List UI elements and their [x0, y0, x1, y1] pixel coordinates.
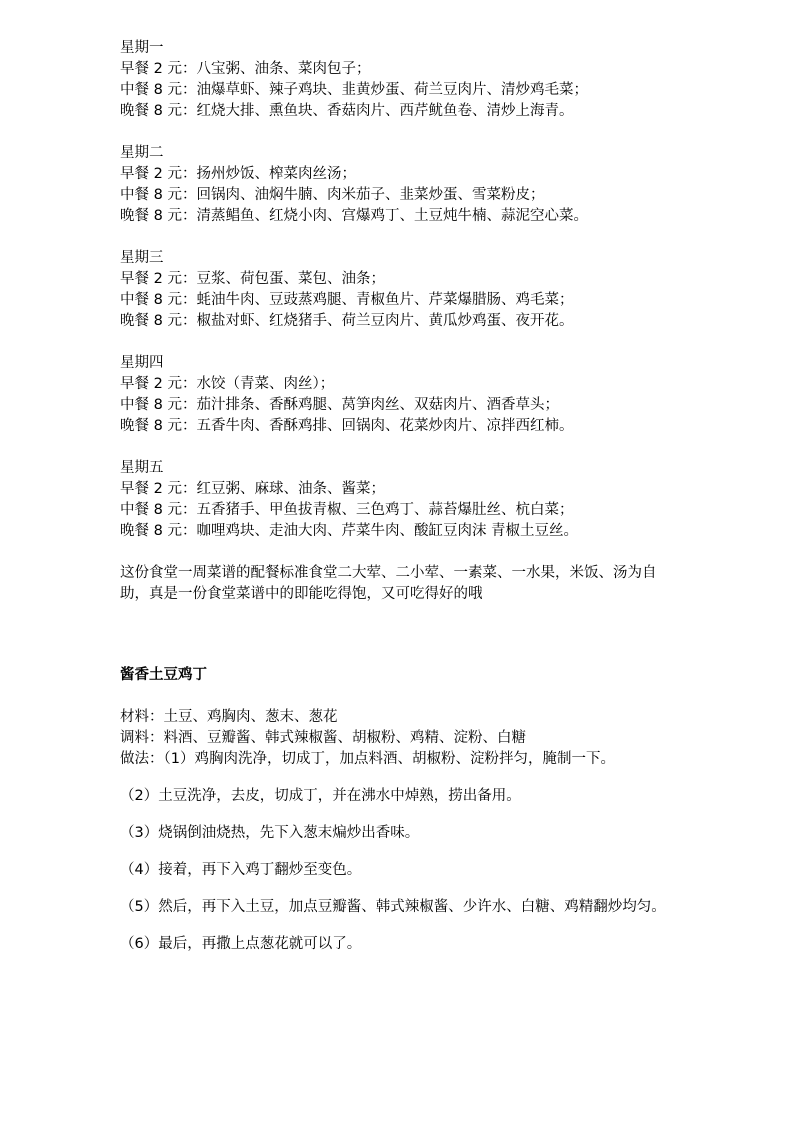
dinner-line: 晚餐 8 元：五香牛肉、香酥鸡排、回锅肉、花菜炒肉片、凉拌西红柿。	[120, 418, 574, 434]
dinner-line: 晚餐 8 元：咖哩鸡块、走油大肉、芹菜牛肉、酸缸豆肉沫 青椒土豆丝。	[120, 523, 579, 539]
day-block-tuesday	[120, 143, 680, 227]
lunch-line: 中餐 8 元：蚝油牛肉、豆豉蒸鸡腿、青椒鱼片、芹菜爆腊肠、鸡毛菜；	[120, 292, 574, 308]
dinner-line: 晚餐 8 元：椒盐对虾、红烧猪手、荷兰豆肉片、黄瓜炒鸡蛋、夜开花。	[120, 313, 574, 329]
recipe-ingredients: 材料：土豆、鸡胸肉、葱末、葱花	[120, 709, 338, 725]
recipe-seasonings: 调料：料酒、豆瓣酱、韩式辣椒酱、胡椒粉、鸡精、淀粉、白糖	[120, 730, 526, 746]
recipe-step: （5）然后，再下入土豆，加点豆瓣酱、韩式辣椒酱、少许水、白糖、鸡精翻炒均匀。	[120, 899, 666, 915]
breakfast-line: 早餐 2 元：水饺（青菜、肉丝）；	[120, 376, 335, 392]
dinner-line: 晚餐 8 元：清蒸鲳鱼、红烧小肉、宫爆鸡丁、土豆炖牛楠、蒜泥空心菜。	[120, 208, 588, 224]
recipe-step: （3）烧锅倒油烧热，先下入葱末煸炒出香味。	[120, 825, 420, 841]
recipe-title: 酱香土豆鸡丁	[120, 667, 207, 683]
day-heading: 星期二	[120, 145, 164, 161]
breakfast-line: 早餐 2 元：红豆粥、麻球、油条、酱菜；	[120, 481, 385, 497]
lunch-line: 中餐 8 元：油爆草虾、辣子鸡块、韭黄炒蛋、荷兰豆肉片、清炒鸡毛菜；	[120, 82, 588, 98]
lunch-line: 中餐 8 元：茄汁排条、香酥鸡腿、莴笋肉丝、双菇肉片、酒香草头；	[120, 397, 559, 413]
document-page	[120, 38, 680, 971]
day-heading: 星期三	[120, 250, 164, 266]
recipe-step: （4）接着，再下入鸡丁翻炒至变色。	[120, 862, 362, 878]
day-heading: 星期四	[120, 355, 164, 371]
lunch-line: 中餐 8 元：五香猪手、甲鱼拔青椒、三色鸡丁、蒜苔爆肚丝、杭白菜；	[120, 502, 574, 518]
day-block-monday	[120, 38, 680, 122]
breakfast-line: 早餐 2 元：八宝粥、油条、菜肉包子；	[120, 61, 371, 77]
day-heading: 星期一	[120, 40, 164, 56]
day-heading: 星期五	[120, 460, 164, 476]
recipe-step: 做法：（1）鸡胸肉洗净，切成丁，加点料酒、胡椒粉、淀粉拌匀，腌制一下。	[120, 751, 615, 767]
breakfast-line: 早餐 2 元：豆浆、荷包蛋、菜包、油条；	[120, 271, 385, 287]
breakfast-line: 早餐 2 元：扬州炒饭、榨菜肉丝汤；	[120, 166, 356, 182]
day-block-thursday	[120, 353, 680, 437]
lunch-line: 中餐 8 元：回锅肉、油焖牛腩、肉米茄子、韭菜炒蛋、雪菜粉皮；	[120, 187, 545, 203]
day-block-friday	[120, 458, 680, 542]
dinner-line: 晚餐 8 元：红烧大排、熏鱼块、香菇肉片、西芹鱿鱼卷、清炒上海青。	[120, 103, 574, 119]
recipe-step: （6）最后，再撒上点葱花就可以了。	[120, 936, 362, 952]
recipe-step: （2）土豆洗净，去皮，切成丁，并在沸水中焯熟，捞出备用。	[120, 788, 521, 804]
day-block-wednesday	[120, 248, 680, 332]
menu-summary: 这份食堂一周菜谱的配餐标准食堂二大荤、二小荤、一素菜、一水果，米饭、汤为自助，真是一份食堂菜谱中的即能吃得饱，又可吃得好的哦	[120, 565, 657, 602]
